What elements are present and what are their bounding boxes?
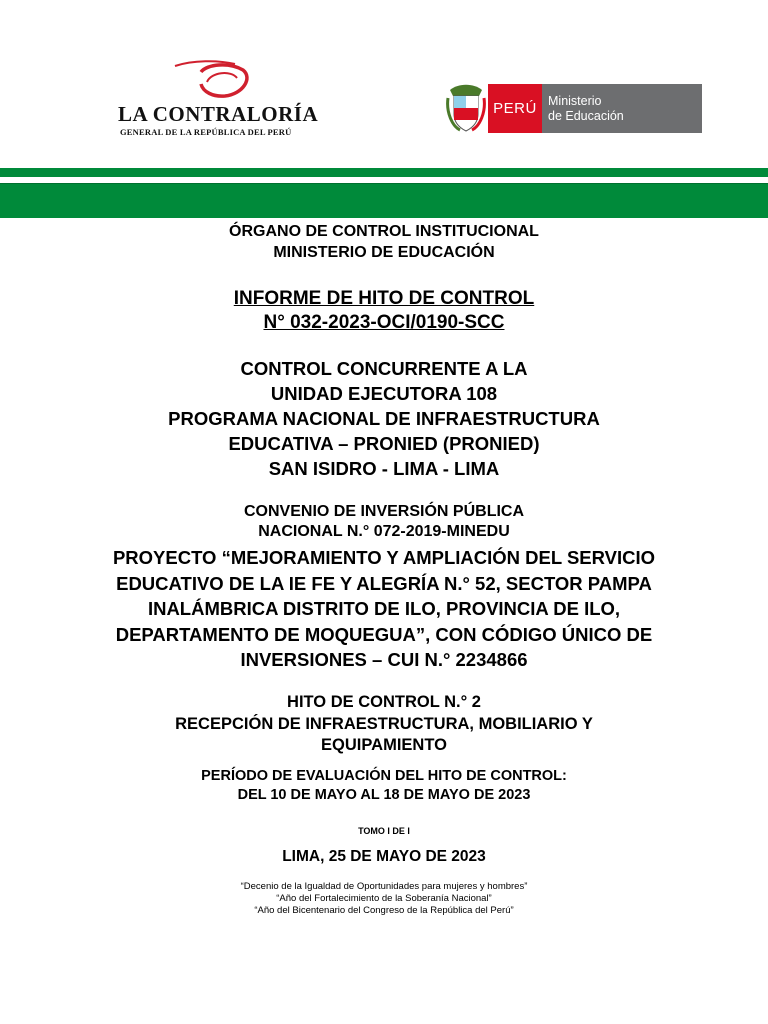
organ-heading [0, 221, 768, 263]
peru-coat-of-arms-icon [446, 84, 486, 134]
agreement-block [0, 502, 768, 542]
ministry-badge [542, 84, 702, 133]
year-names-block [0, 881, 768, 917]
year-name-line: “Decenio de la Igualdad de Oportunidades para mujeres y hombres” [240, 881, 528, 892]
agreement-line1: CONVENIO DE INVERSIÓN PÚBLICA [243, 503, 525, 520]
project-line: INVERSIONES – CUI N.° 2234866 [240, 649, 528, 670]
entity-line: EDUCATIVA – PRONIED (PRONIED) [228, 433, 540, 454]
volume-label: TOMO I DE I [358, 826, 410, 836]
milestone-line: EQUIPAMIENTO [321, 736, 447, 754]
green-banner-thin [0, 168, 768, 177]
place-date: LIMA, 25 DE MAYO DE 2023 [282, 848, 486, 865]
entity-line: PROGRAMA NACIONAL DE INFRAESTRUCTURA [168, 408, 600, 429]
milestone-line: HITO DE CONTROL N.° 2 [287, 693, 481, 711]
project-block [0, 545, 768, 673]
green-banner-thick [0, 183, 768, 218]
organ-line2: MINISTERIO DE EDUCACIÓN [273, 244, 495, 261]
agreement-line2: NACIONAL N.° 072-2019-MINEDU [258, 523, 510, 540]
contraloria-logo [118, 58, 318, 138]
milestone-block [0, 692, 768, 757]
entity-line: SAN ISIDRO - LIMA - LIMA [268, 458, 500, 479]
project-line: PROYECTO “MEJORAMIENTO Y AMPLIACIÓN DEL SERVICIO [112, 547, 656, 568]
minedu-logo [446, 84, 702, 134]
project-line: INALÁMBRICA DISTRITO DE ILO, PROVINCIA DE ILO, [147, 598, 621, 619]
entity-line: UNIDAD EJECUTORA 108 [270, 383, 498, 404]
entity-line: CONTROL CONCURRENTE A LA [240, 358, 528, 379]
contraloria-subtitle: GENERAL DE LA REPÚBLICA DEL PERÚ [120, 127, 292, 137]
year-name-line: “Año del Bicentenario del Congreso de la República del Perú” [254, 905, 514, 916]
peru-label: PERÚ [493, 100, 537, 117]
period-block [0, 767, 768, 804]
ministry-line2: de Educación [548, 108, 624, 123]
contraloria-swoosh-icon [173, 58, 253, 100]
period-line1: PERÍODO DE EVALUACIÓN DEL HITO DE CONTROL: [201, 768, 567, 784]
milestone-line: RECEPCIÓN DE INFRAESTRUCTURA, MOBILIARIO Y [175, 714, 593, 733]
year-name-line: “Año del Fortalecimiento de la Soberanía Nacional” [276, 893, 492, 904]
organ-line1: ÓRGANO DE CONTROL INSTITUCIONAL [229, 223, 539, 240]
period-line2: DEL 10 DE MAYO AL 18 DE MAYO DE 2023 [237, 786, 531, 803]
ministry-line1: Ministerio [548, 93, 602, 108]
contraloria-name: LA CONTRALORÍA [118, 102, 319, 126]
report-title-block [0, 287, 768, 335]
entity-block [0, 356, 768, 481]
peru-badge [488, 84, 542, 133]
project-line: DEPARTAMENTO DE MOQUEGUA”, CON CÓDIGO ÚNICO DE [115, 623, 653, 645]
project-line: EDUCATIVO DE LA IE FE Y ALEGRÍA N.° 52, SECTOR PAMPA [116, 572, 652, 594]
report-number: N° 032-2023-OCI/0190-SCC [263, 312, 505, 333]
report-title: INFORME DE HITO DE CONTROL [233, 288, 535, 309]
